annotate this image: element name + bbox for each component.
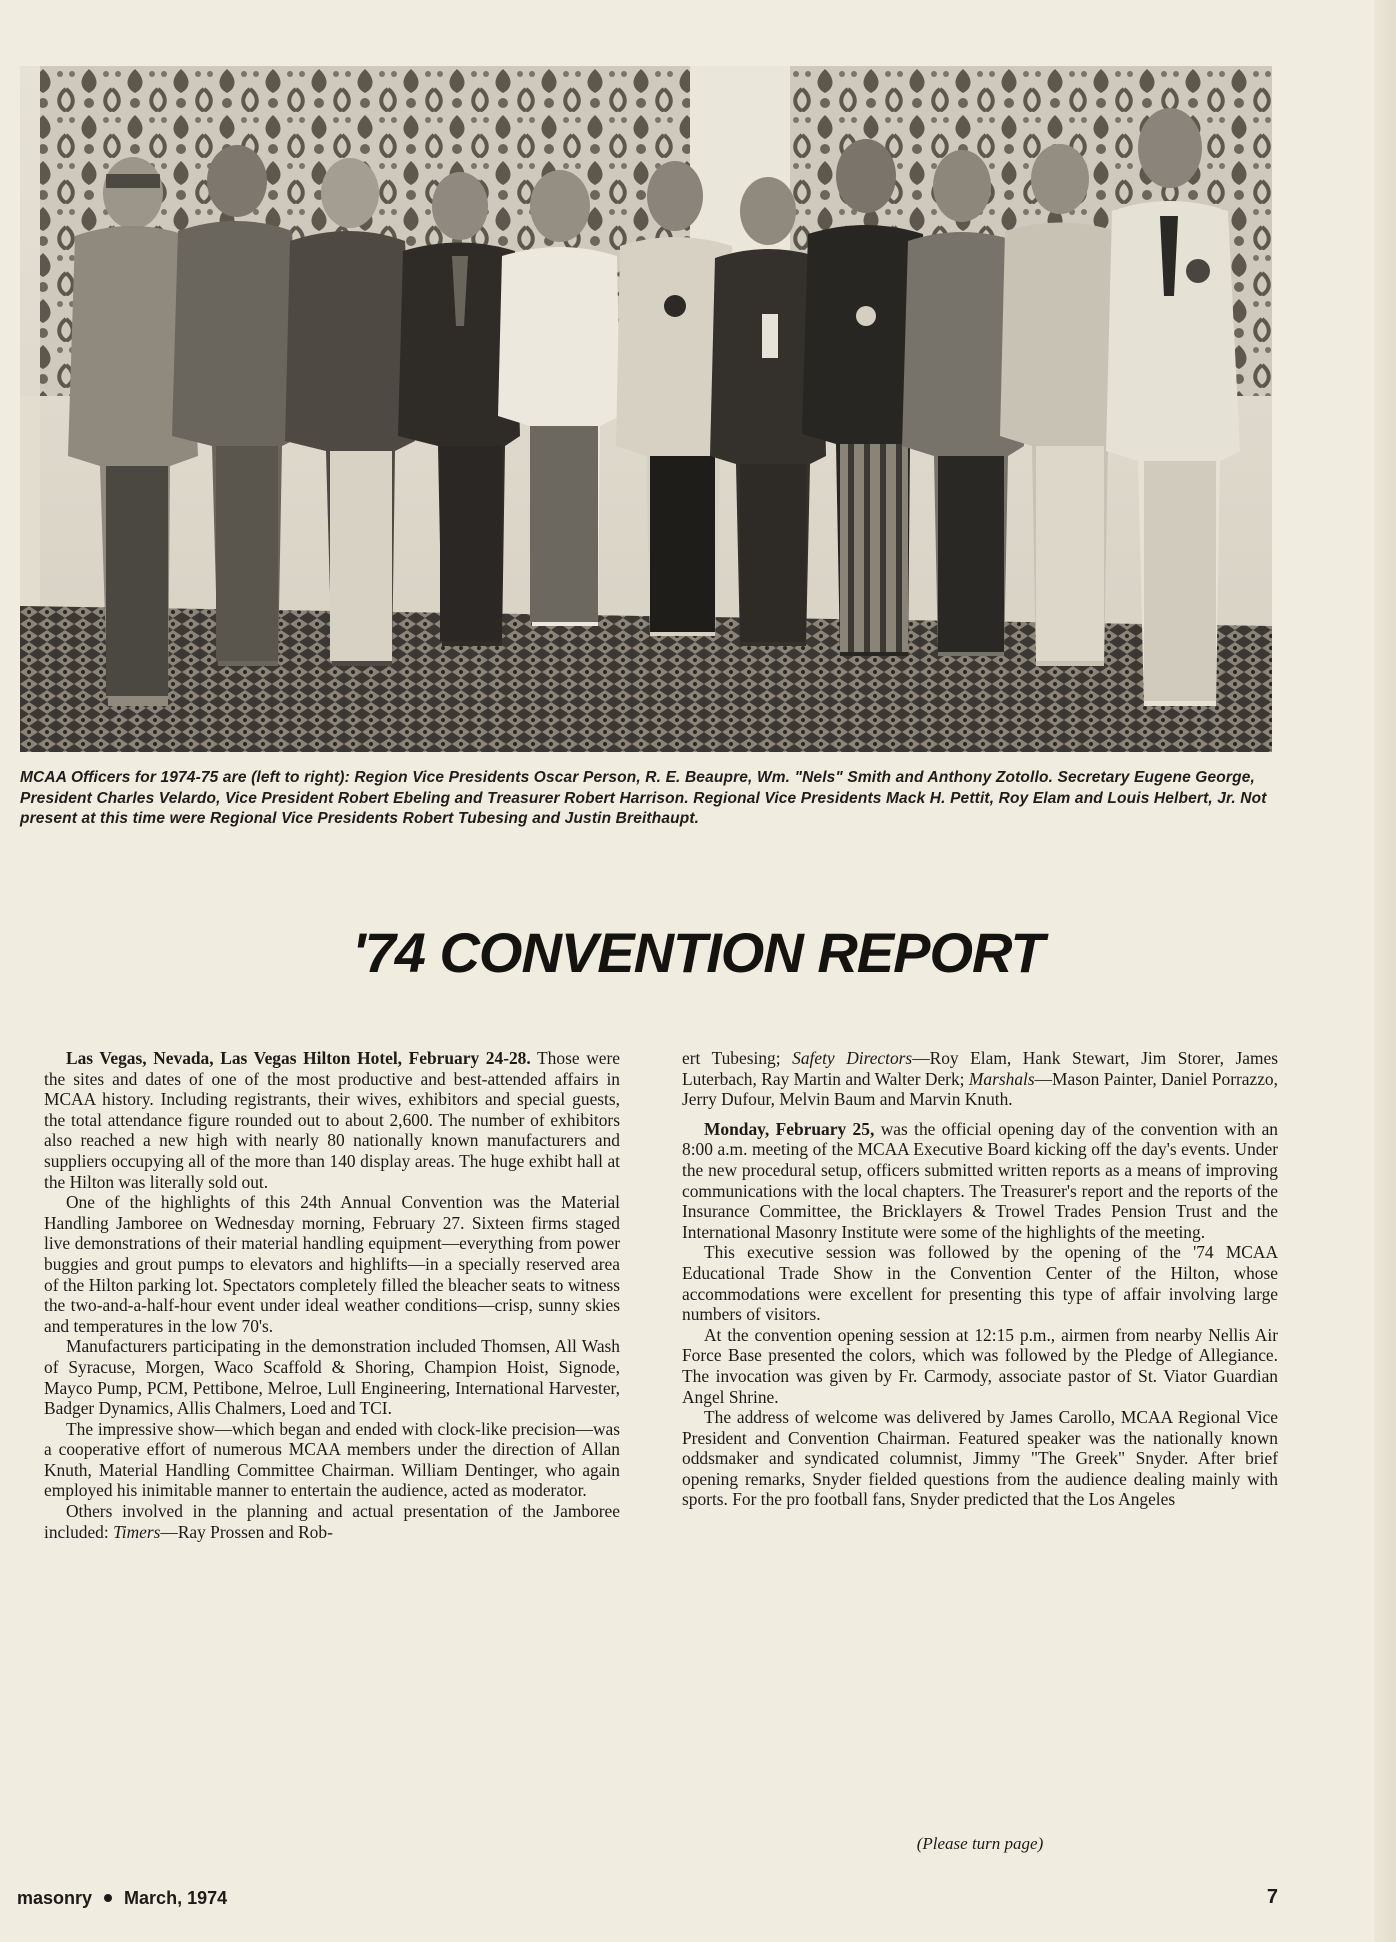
dateline: Monday, February 25, xyxy=(704,1118,875,1139)
group-photo xyxy=(20,66,1272,752)
paragraph: The impressive show—which began and ended with clock-like precision—was a cooperative effort of numerous MCAA members under the direction of Allan Knuth, Material Handling Committee Chairman. William Dentinger, who again employed his inimitable manner to entertain the audience, acted as moderator. xyxy=(44,1418,620,1501)
paragraph-text: Those were the sites and dates of one of the most productive and best-attended affairs in MCAA history. Including registrants, their wives, exhibitors and special guests, the total attendance figure rounded out to about 2,600. The number of exhibitors also reached a new high with nearly 80 nationally known manufacturers and suppliers occupying all of the more than 140 display areas. The huge exhibt hall at the Hilton was literally sold out. xyxy=(44,1048,620,1192)
publication-name: masonry xyxy=(17,1888,93,1908)
paragraph-text: Others involved in the planning and actual presentation of the Jamboree included: xyxy=(44,1501,620,1542)
paragraph-text: was the official opening day of the convention with an 8:00 a.m. meeting of the MCAA Executive Board kicking off the day's events. Under the new procedural setup, officers submitted written reports as a means of improving communications with the local chapters. The Treasurer's report and the reports of the Insurance Committee, the Bricklayers & Trowel Trades Pension Trust and the International Masonry Institute were some of the highlights of the meeting. xyxy=(682,1118,1278,1242)
paragraph: One of the highlights of this 24th Annual Convention was the Material Handling Jamboree on Wednesday morning, February 27. Sixteen firms staged live demonstrations of their material handling equipment—everything from power buggies and grout pumps to elevators and highlifts—in a specially reserved area of the Hilton parking lot. Spectators completely filled the bleacher seats to witness the two-and-a-half-hour event under ideal weather conditions—crisp, sunny skies and temperatures in the low 70's. xyxy=(44,1192,620,1336)
turn-page-note: (Please turn page) xyxy=(916,1834,1044,1853)
article-headline: '74 CONVENTION REPORT xyxy=(352,921,1044,984)
paragraph xyxy=(44,1501,620,1542)
page-edge xyxy=(1374,0,1396,1942)
role-label: Marshals xyxy=(968,1068,1035,1089)
paragraph-text: —Roy Elam, Hank Stewart, Jim Storer, James Luterbach, Ray Martin and Walter Derk; xyxy=(682,1048,1278,1089)
paragraph: The address of welcome was delivered by James Carollo, MCAA Regional Vice President and Convention Chairman. Featured speaker was the nationally known oddsmaker and syndicated columnist, Jimmy "The Greek" Snyder. After brief opening remarks, Snyder fielded questions from the audience dealing mainly with sports. For the pro football fans, Snyder predicted that the Los Angeles xyxy=(682,1407,1278,1510)
footer-publication xyxy=(17,1888,227,1909)
paragraph xyxy=(682,1048,1278,1110)
paragraph: This executive session was followed by the opening of the '74 MCAA Educational Trade Show in the Convention Center of the Hilton, whose accommodations were excellent for presenting this type of affair involving large numbers of visitors. xyxy=(682,1242,1278,1325)
left-column xyxy=(44,1048,620,1542)
page-number: 7 xyxy=(1266,1886,1278,1908)
paragraph-text: —Ray Prossen and Rob- xyxy=(160,1521,333,1542)
paragraph-text: —Mason Painter, Daniel Porrazzo, Jerry Dufour, Melvin Baum and Marvin Knuth. xyxy=(682,1068,1278,1110)
paragraph-text: ert Tubesing; xyxy=(682,1048,793,1068)
group-photo-illustration xyxy=(20,66,1272,752)
photo-caption: MCAA Officers for 1974-75 are (left to right): Region Vice Presidents Oscar Person, R. E. Beaupre, Wm. "Nels" Smith and Anthony Zotollo. Secretary Eugene George, President Charles Velardo, Vice President Robert Ebeling and Treasurer Robert Harrison. Regional Vice Presidents Mack H. Pettit, Roy Elam and Louis Helbert, Jr. Not present at this time were Regional Vice Presidents Robert Tubesing and Justin Breithaupt. xyxy=(20,769,1267,827)
issue-date: March, 1974 xyxy=(124,1888,228,1908)
paragraph xyxy=(682,1119,1278,1243)
role-label: Safety Directors xyxy=(792,1048,913,1068)
paragraph xyxy=(44,1048,620,1192)
bullet-icon xyxy=(104,1894,112,1902)
role-label: Timers xyxy=(113,1521,161,1542)
paragraph: Manufacturers participating in the demonstration included Thomsen, All Wash of Syracuse, Morgen, Waco Scaffold & Shoring, Champion Hoist, Signode, Mayco Pump, PCM, Pettibone, Melroe, Lull Engineering, International Harvester, Badger Dynamics, Allis Chalmers, Loed and TCI. xyxy=(44,1336,620,1419)
paragraph: At the convention opening session at 12:15 p.m., airmen from nearby Nellis Air Force Base presented the colors, which was followed by the Pledge of Allegiance. The invocation was given by Fr. Carmody, associate pastor of St. Viator Guardian Angel Shrine. xyxy=(682,1324,1278,1407)
striped-trousers xyxy=(840,444,908,652)
right-column xyxy=(682,1048,1278,1510)
dateline: Las Vegas, Nevada, Las Vegas Hilton Hotel, February 24-28. xyxy=(66,1048,531,1068)
